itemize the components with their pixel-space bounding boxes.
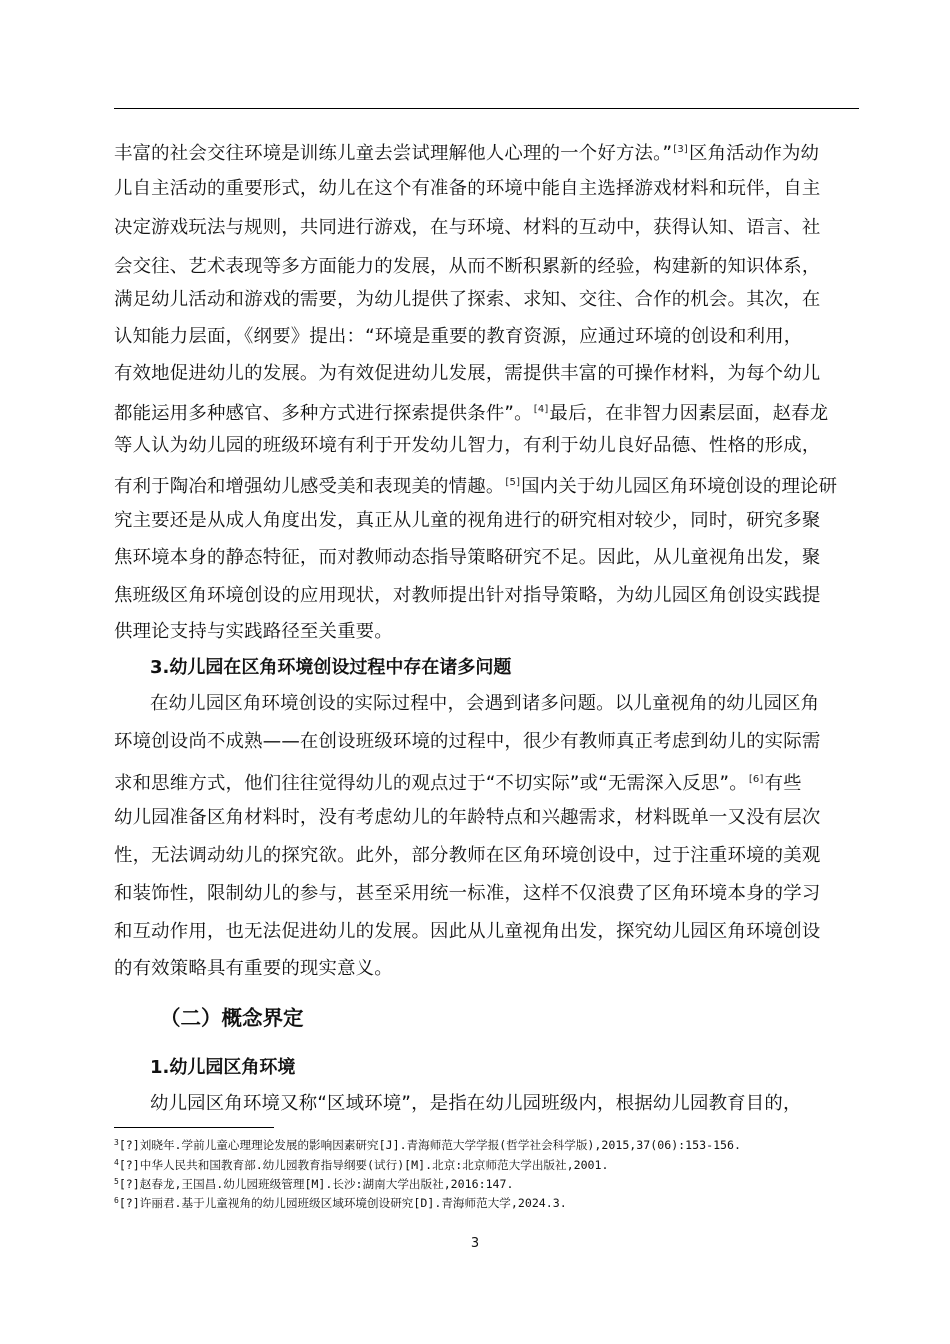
header-rule bbox=[114, 108, 859, 109]
footnote-4: $^4$[?]中华人民共和国教育部.幼儿园教育指导纲要(试行)[M].北京:北京师范大学出版社,2001. bbox=[114, 1158, 609, 1172]
body-line-10: 有利于陶冶和增强幼儿感受美和表现美的情趣。[5]国内关于幼儿园区角环境创设的理论研 bbox=[114, 476, 838, 497]
section-heading: （二）概念界定 bbox=[160, 1006, 304, 1030]
body-line-6: 认知能力层面，《纲要》提出：“环境是重要的教育资源，应通过环境的创设和利用， bbox=[114, 326, 803, 347]
body-line-7: 有效地促进幼儿的发展。为有效促进幼儿发展，需提供丰富的可操作材料，为每个幼儿 bbox=[114, 363, 821, 384]
footnote-6: $^6$[?]许丽君.基于儿童视角的幼儿园班级区域环境创设研究[D].青海师范大学,2024.3. bbox=[114, 1196, 567, 1210]
body-line-15: 在幼儿园区角环境创设的实际过程中，会遇到诸多问题。以儿童视角的幼儿园区角 bbox=[150, 693, 820, 714]
footnote-3: $^3$[?]刘晓年.学前儿童心理理论发展的影响因素研究[J].青海师范大学学报(哲学社会科学版),2015,37(06):153-156. bbox=[114, 1138, 741, 1152]
body-line-3: 决定游戏玩法与规则，共同进行游戏，在与环境、材料的互动中，获得认知、语言、社 bbox=[114, 217, 821, 238]
body-line-18: 幼儿园准备区角材料时，没有考虑幼儿的年龄特点和兴趣需求，材料既单一又没有层次 bbox=[114, 807, 821, 828]
body-line-9: 等人认为幼儿园的班级环境有利于开发幼儿智力，有利于幼儿良好品德、性格的形成， bbox=[114, 435, 821, 456]
body-line-17: 求和思维方式，他们往往觉得幼儿的观点过于“不切实际”或“无需深入反思”。[6]有些 bbox=[114, 773, 802, 794]
body-line-4: 会交往、艺术表现等多方面能力的发展，从而不断积累新的经验，构建新的知识体系， bbox=[114, 256, 821, 277]
body-line-20: 和装饰性，限制幼儿的参与，甚至采用统一标准，这样不仅浪费了区角环境本身的学习 bbox=[114, 883, 821, 904]
concept-heading: 1.幼儿园区角环境 bbox=[150, 1057, 296, 1078]
citation-3[interactable]: [3] bbox=[673, 144, 689, 155]
body-line-14: 供理论支持与实践路径至关重要。 bbox=[114, 621, 393, 642]
body-line-8: 都能运用多种感官、多种方式进行探索提供条件”。[4]最后，在非智力因素层面，赵春龙 bbox=[114, 403, 829, 424]
body-line-11: 究主要还是从成人角度出发，真正从儿童的视角进行的研究相对较少，同时，研究多聚 bbox=[114, 510, 821, 531]
body-line-5: 满足幼儿活动和游戏的需要，为幼儿提供了探索、求知、交往、合作的机会。其次，在 bbox=[114, 289, 821, 310]
subsection-heading-3: 3.幼儿园在区角环境创设过程中存在诸多问题 bbox=[150, 657, 512, 678]
page-number: 3 bbox=[470, 1236, 480, 1251]
footnote-rule bbox=[114, 1127, 274, 1128]
body-line-21: 和互动作用，也无法促进幼儿的发展。因此从儿童视角出发，探究幼儿园区角环境创设 bbox=[114, 921, 821, 942]
citation-4[interactable]: [4] bbox=[533, 404, 549, 415]
citation-6[interactable]: [6] bbox=[748, 774, 764, 785]
footnote-5: $^5$[?]赵春龙,王国昌.幼儿园班级管理[M].长沙:湖南大学出版社,2016:147. bbox=[114, 1177, 514, 1191]
body-line-22: 的有效策略具有重要的现实意义。 bbox=[114, 958, 393, 979]
body-line-19: 性，无法调动幼儿的探究欲。此外，部分教师在区角环境创设中，过于注重环境的美观 bbox=[114, 845, 821, 866]
body-line-16: 环境创设尚不成熟——在创设班级环境的过程中，很少有教师真正考虑到幼儿的实际需 bbox=[114, 731, 821, 752]
citation-5[interactable]: [5] bbox=[505, 477, 521, 488]
body-line-13: 焦班级区角环境创设的应用现状，对教师提出针对指导策略，为幼儿园区角创设实践提 bbox=[114, 585, 821, 606]
body-line-1: 丰富的社会交往环境是训练儿童去尝试理解他人心理的一个好方法。”[3]区角活动作为幼 bbox=[114, 143, 820, 164]
body-line-2: 儿自主活动的重要形式，幼儿在这个有准备的环境中能自主选择游戏材料和玩伴，自主 bbox=[114, 178, 821, 199]
body-line-23: 幼儿园区角环境又称“区域环境”，是指在幼儿园班级内，根据幼儿园教育目的， bbox=[150, 1093, 802, 1114]
body-line-12: 焦环境本身的静态特征，而对教师动态指导策略研究不足。因此，从儿童视角出发，聚 bbox=[114, 547, 821, 568]
